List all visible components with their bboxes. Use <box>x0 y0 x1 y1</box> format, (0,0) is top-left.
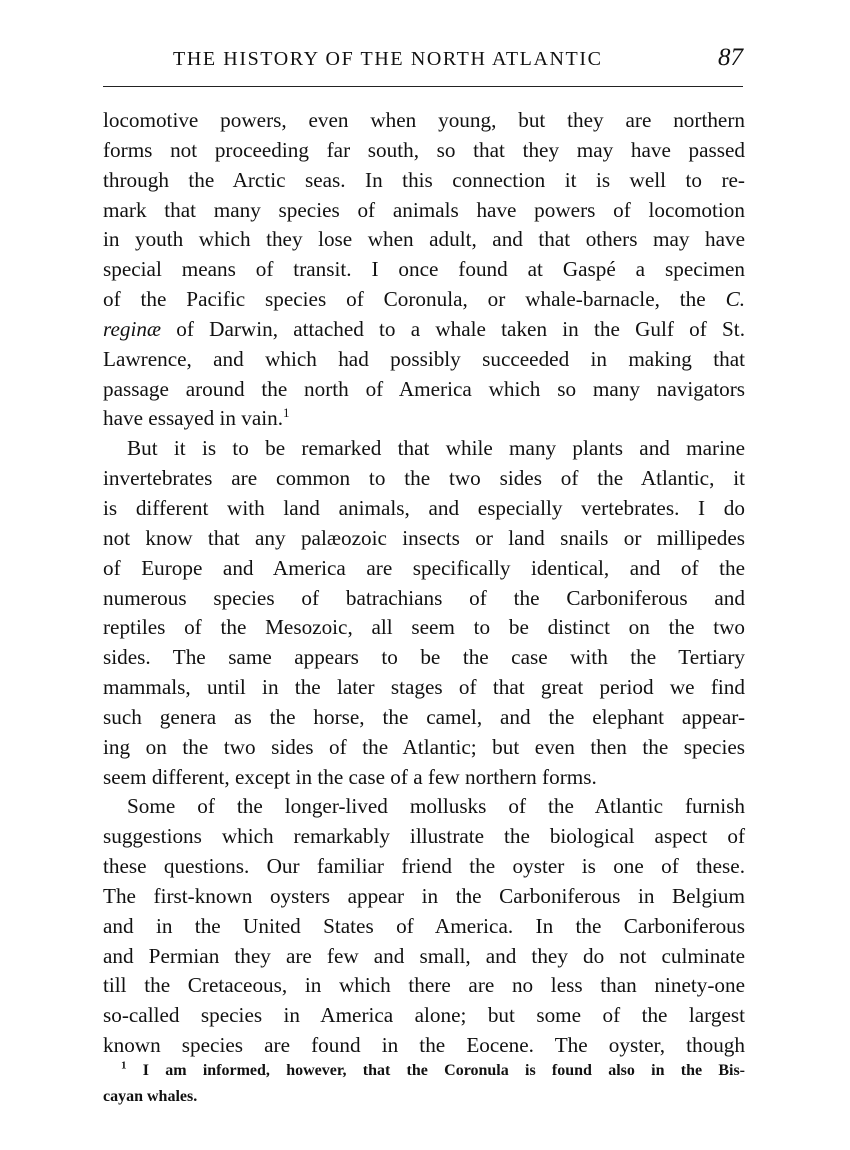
text-line: reptiles of the Mesozoic, all seem to be distinct on the two <box>103 615 745 640</box>
text-line: invertebrates are common to the two sides of the Atlantic, it <box>103 466 745 491</box>
running-head <box>103 44 743 84</box>
paragraph-start: But it is to be remarked that while many plants and marine <box>127 436 745 461</box>
footnote-line: cayan whales. <box>103 1088 198 1105</box>
text-line: special means of transit. I once found at Gaspé a specimen <box>103 257 745 282</box>
text-line: through the Arctic seas. In this connection it is well to re- <box>103 167 745 192</box>
text-line: suggestions which remarkably illustrate the biological aspect of <box>103 824 745 849</box>
text-line: The first-known oysters appear in the Carboniferous in Belgium <box>103 883 745 908</box>
text-line: locomotive powers, even when young, but they are northern <box>103 108 745 132</box>
page-number: 87 <box>718 44 743 71</box>
italic-species: reginæ <box>103 316 162 341</box>
body-text <box>103 106 745 1061</box>
italic-genus: C. <box>725 287 745 312</box>
text-line: numerous species of batrachians of the Carboniferous and <box>103 585 745 610</box>
text-line: and in the United States of America. In the Carboniferous <box>103 913 745 938</box>
text-line: these questions. Our familiar friend the oyster is one of these. <box>103 854 745 879</box>
text-line <box>103 285 745 315</box>
text-line: forms not proceeding far south, so that they may have passed <box>103 137 745 162</box>
text-line: so-called species in America alone; but some of the largest <box>103 1003 745 1028</box>
text-line: is different with land animals, and especially vertebrates. I do <box>103 495 745 520</box>
text-line: seem different, except in the case of a few northern forms. <box>103 764 597 789</box>
text-line: passage around the north of America which so many navigators <box>103 376 745 401</box>
text-line: Lawrence, and which had possibly succeeded in making that <box>103 346 745 371</box>
text-run: of Darwin, attached to a whale taken in the Gulf of St. <box>161 316 745 341</box>
text-line: known species are found in the Eocene. The oyster, though <box>103 1033 745 1058</box>
text-line: mark that many species of animals have powers of locomotion <box>103 197 745 222</box>
text-line: such genera as the horse, the camel, and the elephant appear- <box>103 704 745 729</box>
running-title: THE HISTORY OF THE NORTH ATLANTIC <box>173 48 603 70</box>
text-line <box>103 404 745 434</box>
header-rule <box>103 86 743 87</box>
text-line: of Europe and America are specifically identical, and of the <box>103 555 745 580</box>
footnote-line <box>103 1058 745 1084</box>
text-line: and Permian they are few and small, and they do not culminate <box>103 943 745 968</box>
paragraph-start: Some of the longer-lived mollusks of the Atlantic furnish <box>127 794 745 819</box>
text-run: have essayed in vain. <box>103 406 284 431</box>
footnote-reference[interactable]: 1 <box>283 405 290 421</box>
text-run: of the Pacific species of Coronula, or whale-barnacle, the <box>103 287 726 312</box>
footnote-text: I am informed, however, that the Coronula is found also in the Bis- <box>142 1062 746 1079</box>
text-line: not know that any palæozoic insects or land snails or millipedes <box>103 525 745 550</box>
text-line: in youth which they lose when adult, and that others may have <box>103 227 745 252</box>
footnote <box>103 1058 745 1110</box>
text-line: till the Cretaceous, in which there are no less than ninety-one <box>103 973 745 998</box>
text-line: mammals, until in the later stages of that great period we find <box>103 675 745 700</box>
text-line: ing on the two sides of the Atlantic; but even then the species <box>103 734 745 759</box>
text-line <box>103 315 745 345</box>
footnote-marker: 1 <box>121 1059 127 1072</box>
text-line: sides. The same appears to be the case with the Tertiary <box>103 645 745 670</box>
